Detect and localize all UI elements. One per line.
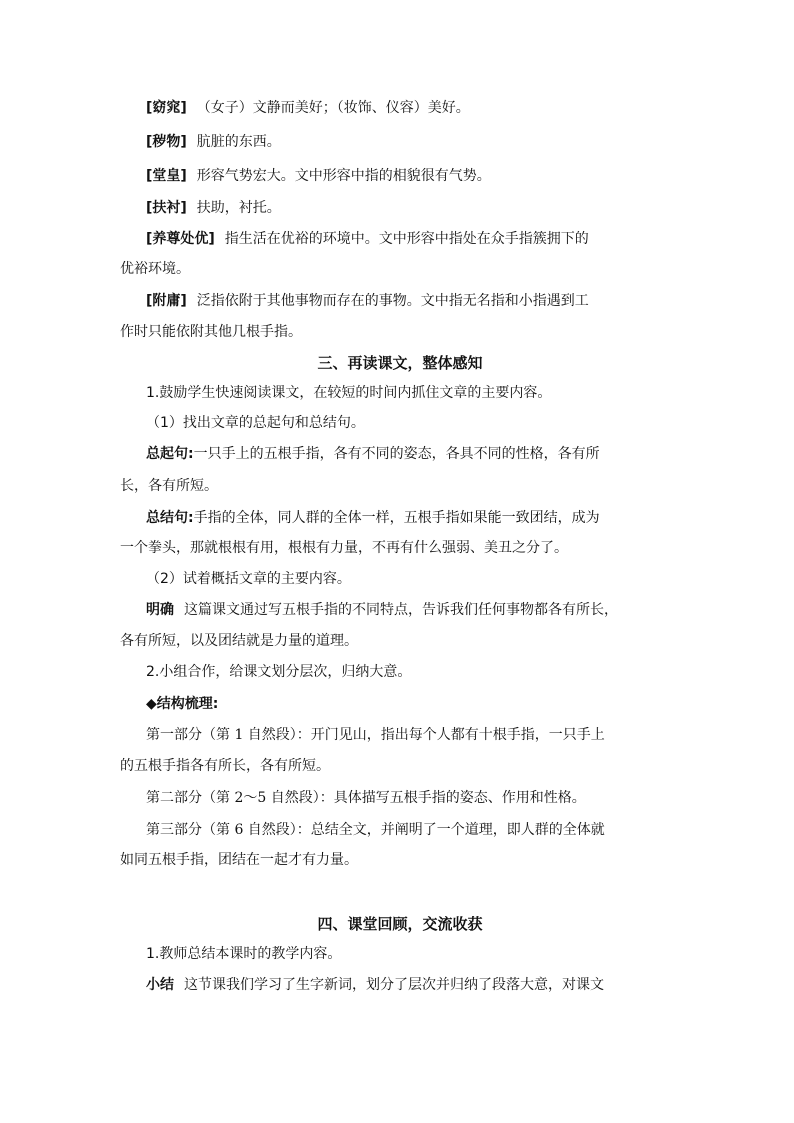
vocab-entry [146, 229, 680, 249]
paragraph-text: 手指的全体，同人群的全体一样，五根手指如果能一致团结，成为 [193, 510, 600, 526]
vocab-entry [146, 132, 680, 152]
vocab-term: [秽物] [146, 134, 187, 150]
vocab-definition: 指生活在优裕的环境中。文中形容中指处在众手指簇拥下的 [224, 231, 589, 247]
vocab-definition: 形容气势宏大。文中形容中指的相貌很有气势。 [196, 168, 491, 184]
vocab-definition-continuation: 作时只能依附其他几根手指。 [120, 324, 302, 340]
inline-label: 明确 [146, 602, 174, 618]
paragraph: 第二部分（第 2～5 自然段）：具体描写五根手指的姿态、作用和性格。 [146, 790, 586, 806]
paragraph: 1.教师总结本课时的教学内容。 [146, 946, 342, 962]
vocab-entry [146, 291, 680, 311]
paragraph-continuation: 长，各有所短。 [120, 478, 218, 494]
vocab-term: [附庸] [146, 293, 187, 309]
paragraph [146, 975, 680, 995]
inline-label: 小结 [146, 977, 174, 993]
paragraph-continuation: 一个拳头，那就根根有用，根根有力量，不再有什么强弱、美丑之分了。 [120, 540, 568, 556]
paragraph: （1）找出文章的总起句和总结句。 [146, 415, 365, 431]
paragraph [146, 508, 680, 528]
structure-title: ◆结构梳理: [146, 696, 219, 712]
vocab-term: [堂皇] [146, 168, 187, 184]
vocab-definition: （女子）文静而美好；（妆饰、仪容）美好。 [196, 100, 470, 116]
inline-label: 总结句: [146, 510, 194, 526]
paragraph-text: 这节课我们学习了生字新词，划分了层次并归纳了段落大意，对课文 [184, 977, 604, 993]
paragraph-continuation: 各有所短，以及团结就是力量的道理。 [120, 633, 358, 649]
paragraph: 第三部分（第 6 自然段）：总结全文，并阐明了一个道理，即人群的全体就 [146, 822, 605, 838]
vocab-entry [146, 198, 680, 218]
paragraph-text: 这篇课文通过写五根手指的不同特点，告诉我们任何事物都各有所长， [184, 602, 618, 618]
paragraph [146, 600, 680, 620]
vocab-definition: 肮脏的东西。 [196, 134, 281, 150]
vocab-term: [养尊处优] [146, 231, 215, 247]
paragraph: 2.小组合作，给课文划分层次，归纳大意。 [146, 664, 412, 680]
vocab-definition: 泛指依附于其他事物而存在的事物。文中指无名指和小指遇到工 [196, 293, 589, 309]
paragraph: 第一部分（第 1 自然段）：开门见山，指出每个人都有十根手指，一只手上 [146, 727, 605, 743]
vocab-definition-continuation: 优裕环境。 [120, 261, 190, 277]
vocab-definition: 扶助，衬托。 [196, 200, 281, 216]
section-heading: 三、再读课文，整体感知 [317, 354, 483, 372]
inline-label: 总起句: [146, 446, 194, 462]
paragraph-text: 一只手上的五根手指，各有不同的姿态，各具不同的性格，各有所 [193, 446, 600, 462]
paragraph-continuation: 的五根手指各有所长，各有所短。 [120, 758, 330, 774]
section-heading: 四、课堂回顾，交流收获 [317, 915, 483, 933]
paragraph: 1.鼓励学生快速阅读课文，在较短的时间内抓住文章的主要内容。 [146, 385, 552, 401]
vocab-entry [146, 166, 680, 186]
paragraph [146, 444, 680, 464]
vocab-entry [146, 98, 680, 118]
vocab-term: [扶衬] [146, 200, 187, 216]
paragraph-continuation: 如同五根手指，团结在一起才有力量。 [120, 852, 358, 868]
paragraph: （2）试着概括文章的主要内容。 [146, 571, 351, 587]
vocab-term: [窈窕] [146, 100, 187, 116]
